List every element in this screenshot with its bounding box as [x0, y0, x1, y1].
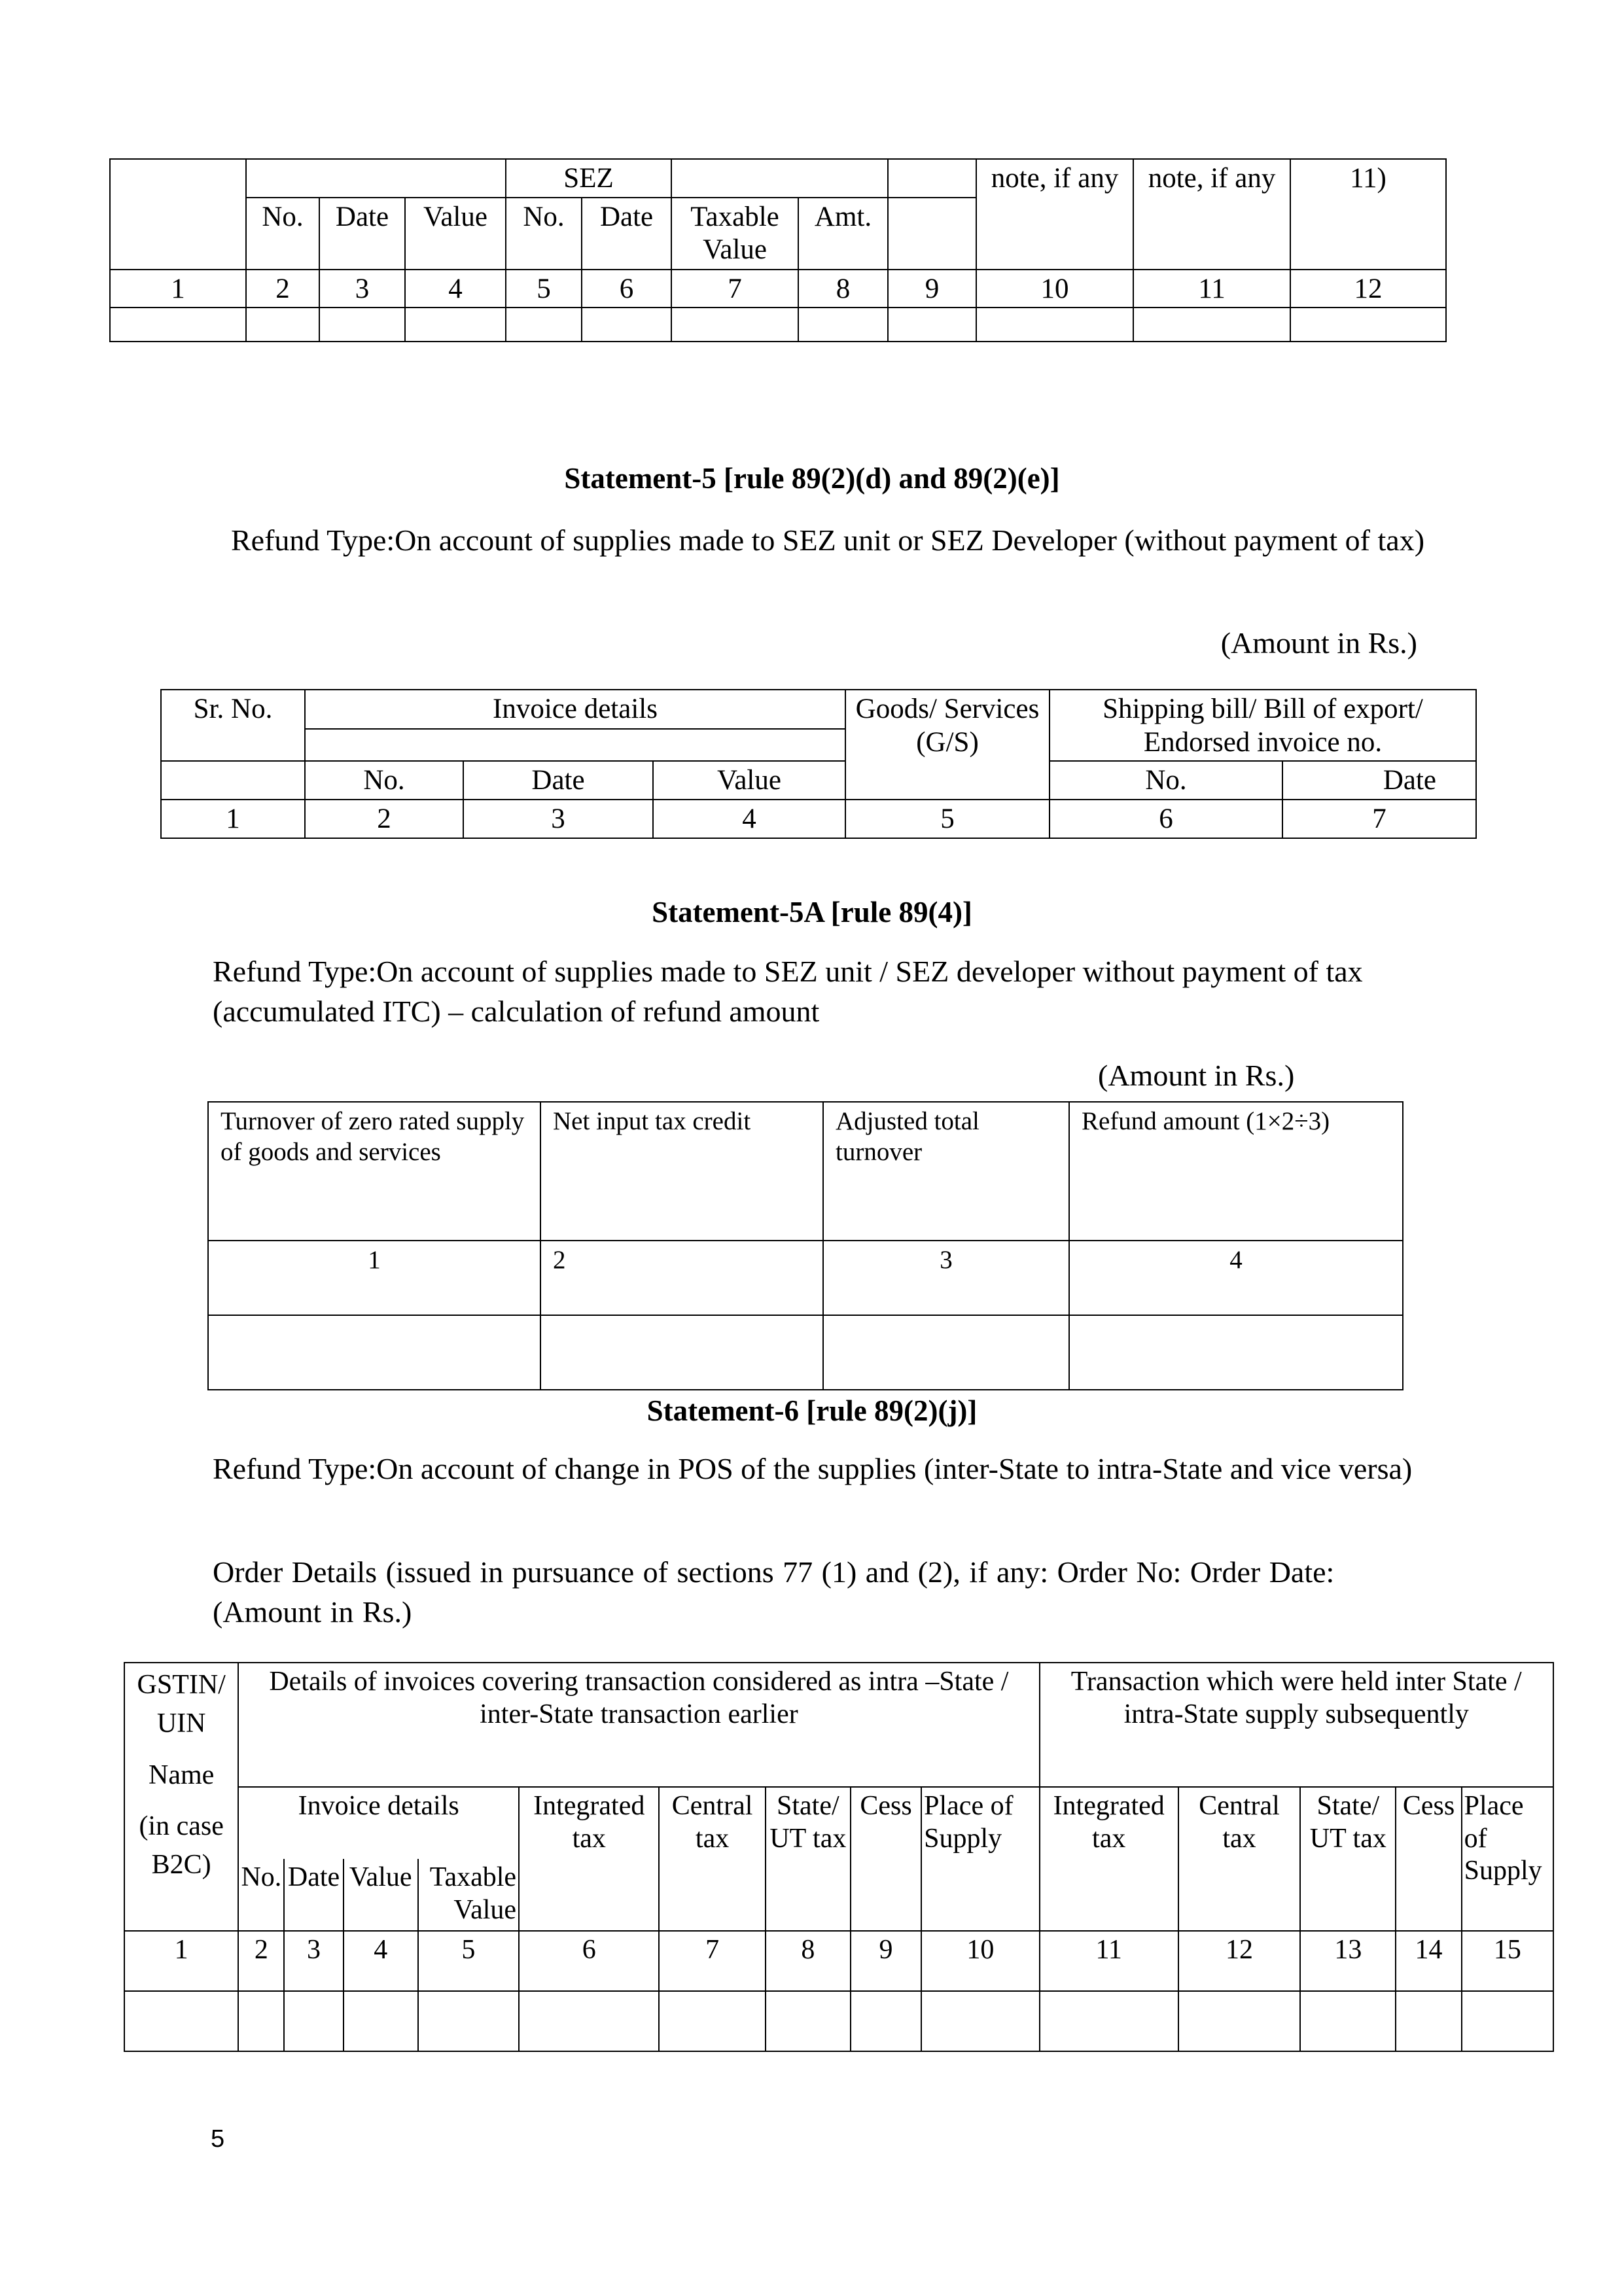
header-place-of-supply: Place of Supply — [921, 1787, 1039, 1931]
statement-5-heading: Statement-5 [rule 89(2)(d) and 89(2)(e)] — [564, 462, 1060, 495]
header-earlier-transaction: Details of invoices covering transaction considered as intra –State / inter-State transaction earlier — [238, 1663, 1039, 1787]
column-number: 6 — [519, 1931, 659, 1991]
statement-6-refund-type: Refund Type:On account of change in POS of the supplies (inter-State to intra-State and vice versa) — [213, 1452, 1413, 1485]
column-number: 3 — [463, 800, 653, 838]
header-sez-date: Date — [582, 198, 671, 270]
column-number: 10 — [976, 270, 1133, 308]
statement-6-order-details: Order Details (issued in pursuance of sections 77 (1) and (2), if any: Order No: Order Date:(Amount in Rs.) — [213, 1555, 1335, 1629]
header-goods-services: Goods/ Services (G/S) — [845, 690, 1050, 800]
column-number: 1 — [124, 1931, 238, 1991]
header-integrated-tax: Integrated tax — [519, 1787, 659, 1931]
header-no: No. — [305, 761, 463, 800]
header-no: No. — [238, 1859, 284, 1931]
column-number: 1 — [110, 270, 246, 308]
header-adjusted-turnover: Adjusted total turnover — [823, 1102, 1069, 1241]
column-number: 4 — [1069, 1241, 1403, 1315]
statement-5-amount-note: (Amount in Rs.) — [1220, 626, 1417, 660]
header-gstin — [124, 1663, 238, 1931]
column-number: 3 — [823, 1241, 1069, 1315]
header-in-case-b2c: (in case B2C) — [139, 1811, 224, 1881]
column-number: 5 — [418, 1931, 519, 1991]
sez-header: SEZ — [506, 159, 671, 198]
table-cell — [110, 198, 246, 270]
statement-5a-amount-note: (Amount in Rs.) — [1098, 1059, 1295, 1092]
header-refund-amount: Refund amount (1×2÷3) — [1069, 1102, 1403, 1241]
column-number: 2 — [246, 270, 319, 308]
column-number: 13 — [1300, 1931, 1396, 1991]
header-value: Value — [405, 198, 506, 270]
statement-6-heading: Statement-6 [rule 89(2)(j)] — [646, 1394, 978, 1427]
header-sez-no: No. — [506, 198, 582, 270]
table-row — [208, 1315, 1403, 1390]
column-number: 10 — [921, 1931, 1039, 1991]
header-sb-date: Date — [1282, 761, 1476, 800]
column-number: 9 — [851, 1931, 921, 1991]
table-cell — [110, 159, 246, 198]
header-gstin-label: GSTIN/ UIN — [137, 1670, 226, 1739]
header-taxable-value: Taxable Value — [418, 1859, 519, 1931]
header-shipping-bill: Shipping bill/ Bill of export/ Endorsed invoice no. — [1050, 690, 1476, 761]
header-value: Value — [344, 1859, 418, 1931]
header-state-ut-tax: State/ UT tax — [1300, 1787, 1396, 1931]
column-number: 11 — [1040, 1931, 1178, 1991]
column-number: 6 — [582, 270, 671, 308]
header-name: Name — [149, 1759, 215, 1790]
header-invoice-details: Invoice details — [305, 690, 845, 729]
header-central-tax: Central tax — [1178, 1787, 1300, 1931]
header-integrated-tax: Integrated tax — [1040, 1787, 1178, 1931]
table-cell — [888, 198, 976, 270]
header-subsequent-transaction: Transaction which were held inter State / intra-State supply subsequently — [1040, 1663, 1554, 1787]
header-place-of-supply: Place of Supply — [1462, 1787, 1553, 1931]
header-taxable-value: Taxable Value — [671, 198, 798, 270]
statement-5-refund-type: Refund Type:On account of supplies made to SEZ unit or SEZ Developer (without payment of tax) — [230, 523, 1425, 557]
column-number: 8 — [798, 270, 888, 308]
header-value: Value — [653, 761, 845, 800]
note-if-any-header: note, if any — [1133, 159, 1290, 270]
column-number: 1 — [161, 800, 305, 838]
column-number: 14 — [1396, 1931, 1461, 1991]
column-number: 9 — [888, 270, 976, 308]
page-number: 5 — [211, 2125, 225, 2153]
statement-5-table — [160, 689, 1477, 839]
col-11-header: 11) — [1290, 159, 1446, 270]
table-row — [124, 1931, 1553, 1991]
header-no: No. — [246, 198, 319, 270]
table-cell — [246, 159, 506, 198]
column-number: 7 — [1282, 800, 1476, 838]
table-row — [124, 1991, 1553, 2051]
table-continued-top — [109, 158, 1447, 342]
column-number: 4 — [653, 800, 845, 838]
header-date: Date — [463, 761, 653, 800]
table-row — [110, 308, 1446, 342]
header-sr-no: Sr. No. — [161, 690, 305, 761]
column-number: 2 — [305, 800, 463, 838]
column-number: 2 — [238, 1931, 284, 1991]
column-number: 5 — [845, 800, 1050, 838]
table-cell — [888, 159, 976, 198]
column-number: 7 — [659, 1931, 765, 1991]
column-number: 3 — [319, 270, 405, 308]
column-number: 5 — [506, 270, 582, 308]
header-cess: Cess — [1396, 1787, 1461, 1931]
column-number: 7 — [671, 270, 798, 308]
column-number: 12 — [1178, 1931, 1300, 1991]
header-cess: Cess — [851, 1787, 921, 1931]
header-date: Date — [284, 1859, 343, 1931]
column-number: 8 — [766, 1931, 851, 1991]
column-number: 6 — [1050, 800, 1282, 838]
statement-5a-refund-type: Refund Type:On account of supplies made to SEZ unit / SEZ developer without payment of tax (accumulated ITC) – calculation of refund amount — [213, 955, 1363, 1028]
table-row — [110, 270, 1446, 308]
table-cell — [161, 761, 305, 800]
column-number: 2 — [540, 1241, 823, 1315]
column-number: 11 — [1133, 270, 1290, 308]
column-number: 4 — [344, 1931, 418, 1991]
note-if-any-header: note, if any — [976, 159, 1133, 270]
statement-6-table — [124, 1662, 1554, 2052]
header-turnover: Turnover of zero rated supply of goods and services — [208, 1102, 540, 1241]
header-state-ut-tax: State/ UT tax — [766, 1787, 851, 1931]
table-cell — [671, 159, 888, 198]
column-number: 1 — [208, 1241, 540, 1315]
header-sb-no: No. — [1050, 761, 1282, 800]
column-number: 12 — [1290, 270, 1446, 308]
statement-5a-table — [207, 1101, 1403, 1390]
table-row — [161, 800, 1476, 838]
header-amt: Amt. — [798, 198, 888, 270]
header-net-itc: Net input tax credit — [540, 1102, 823, 1241]
table-row — [208, 1241, 1403, 1315]
column-number: 3 — [284, 1931, 343, 1991]
header-central-tax: Central tax — [659, 1787, 765, 1931]
statement-5a-heading: Statement-5A [rule 89(4)] — [652, 896, 972, 928]
header-invoice-details: Invoice details — [238, 1787, 519, 1859]
column-number: 4 — [405, 270, 506, 308]
column-number: 15 — [1462, 1931, 1553, 1991]
header-date: Date — [319, 198, 405, 270]
